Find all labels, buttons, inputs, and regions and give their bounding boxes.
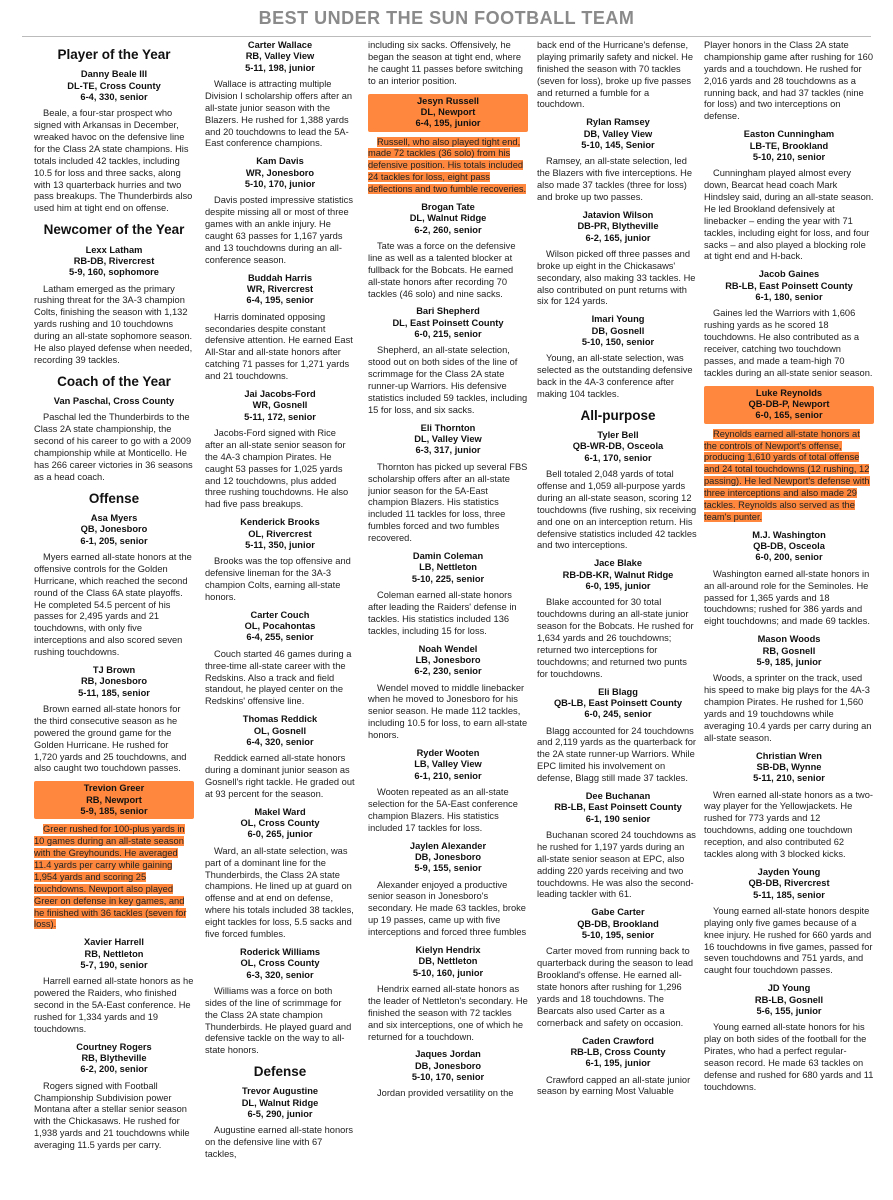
player-entry — [704, 634, 874, 744]
player-name: Christian Wren — [756, 750, 822, 761]
player-bio: Bell totaled 2,048 yards of total offense and 1,059 all-purpose yards during an all-state season, scoring 12 touchdowns (five rushing, six receiving and one on an interception return. His defensive statistics included 42 tackles and two interceptions. — [537, 469, 697, 551]
player-position: OL, Pocahontas — [244, 621, 316, 632]
player-name: Trevor Augustine — [241, 1086, 319, 1097]
player-stats: 5-10, 145, Senior — [581, 140, 655, 150]
player-bio — [368, 137, 528, 196]
player-bio: Rogers signed with Football Championship Subdivision power Montana after a stellar senior season with the Chickasaws. He rushed for 1,938 yards and 21 touchdowns while averaging 11.5 yards per carry. — [34, 1080, 190, 1151]
player-bio: Reddick earned all-state honors during a dominant junior season as Gosnell's right tackle. He graded out at 93 percent for the season. — [205, 753, 355, 799]
player-name: Jace Blake — [593, 558, 643, 569]
player-entry — [205, 714, 355, 801]
player-entry — [537, 117, 699, 204]
player-name: Jatavion Wilson — [582, 209, 654, 220]
player-entry — [704, 983, 874, 1093]
player-bio: Paschal led the Thunderbirds to the Class 2A state championship, the second of his career to go with a 2009 championship while at Monticello. He has 266 career victories in 36 seasons as a head coach. — [34, 412, 193, 482]
player-stats: 6-4, 195, senior — [246, 295, 314, 306]
player-entry — [704, 530, 874, 628]
player-entry — [34, 396, 194, 484]
player-bio: Harrell earned all-state honors as he powered the Raiders, who finished second in the 5A-East conference. He rushed for 1,334 yards and 19 touchdowns. — [34, 976, 194, 1034]
player-stats: 5-11, 185, senior — [753, 889, 825, 900]
player-position: LB-TE, Brookland — [749, 140, 829, 151]
player-name: Makel Ward — [254, 806, 306, 817]
player-name: Jai Jacobs-Ford — [244, 388, 316, 399]
player-entry — [537, 687, 699, 785]
player-stats: 5-9, 185, senior — [80, 805, 148, 816]
player-position: QB, Jonesboro — [80, 524, 148, 535]
player-name: Van Paschal, Cross County — [53, 396, 175, 407]
player-position: LB, Valley View — [414, 759, 482, 770]
player-bio: Wendel moved to middle linebacker when he moved to Jonesboro for his senior season. He made 112 tackles, including 10.5 for loss, to earn all-state honors. — [368, 682, 528, 741]
player-entry — [704, 129, 874, 263]
player-bio: Wallace is attracting multiple Division I scholarship offers after an all-state junior season with the Blazers. He rushed for 1,388 yards and 20 touchdowns to lead the 5A-East conference champions. — [205, 78, 353, 149]
player-bio: Blake accounted for 30 total touchdowns during an all-state junior season for the Bobcats. He rushed for 1,634 yards and 26 touchdowns; returned two interceptions for touchdowns; and returned two punts for touchdowns. — [537, 597, 694, 679]
player-entry — [34, 937, 194, 1035]
player-entry — [205, 389, 355, 511]
player-entry — [205, 610, 355, 708]
player-bio: Jacobs-Ford signed with Rice after an all-state senior season for the 4A-3 champion Pirates. He caught 53 passes for 1,025 yards and 12 touchdowns, plus added three rushing touchdowns. He also had five pass breakups. — [205, 427, 349, 510]
section-heading: All-purpose — [580, 407, 656, 423]
player-stats: 5-11, 172, senior — [244, 411, 316, 422]
player-bio: Gaines led the Warriors with 1,606 rushing yards as he scored 18 touchdowns. He also contributed as a receiver, catching two touchdown passes, and made a team-high 70 tackles during an all-state senior season. — [704, 308, 873, 378]
player-position: OL, Cross County — [240, 958, 320, 969]
player-position: DB, Valley View — [583, 128, 653, 139]
player-stats: 6-3, 320, senior — [246, 969, 314, 980]
player-position: RB, Gosnell — [762, 645, 816, 656]
player-position: RB, Valley View — [245, 51, 315, 62]
player-bio: Davis posted impressive statistics despite missing all or most of three games with an ankle injury. He caught 63 passes for 1,167 yards and 13 touchdowns during an all-conference season. — [205, 195, 353, 265]
player-stats: 6-2, 260, senior — [414, 224, 482, 235]
player-position: DB, Nettleton — [418, 956, 478, 967]
player-stats: 5-11, 198, junior — [245, 62, 315, 73]
page-title: BEST UNDER THE SUN FOOTBALL TEAM — [258, 8, 635, 28]
player-bio: Buchanan scored 24 touchdowns as he rushed for 1,197 yards during an all-state senior season at EPC, also adding 220 yards receiving and two touchdowns. He was also the second-leading tackler with 61. — [537, 830, 696, 900]
player-bio: Brown earned all-state honors for the third consecutive season as he powered the ground game for the Golden Hurricane. He rushed for 1,720 yards and 25 touchdowns, and also caught two touchdown passes. — [34, 703, 187, 774]
player-entry — [205, 807, 355, 941]
player-name: Eli Thornton — [420, 422, 476, 433]
player-entry — [537, 430, 699, 552]
player-name: Jacob Gaines — [758, 269, 820, 280]
player-stats: 5-11, 185, senior — [78, 687, 150, 698]
player-bio: Young earned all-state honors despite playing only five games because of a knee injury. He rushed for 660 yards and 16 touchdowns in five games, passed for seven touchdowns and 751 yards, and caught four touchdown passes. — [704, 905, 873, 976]
highlighted-bio: Russell, who also played tight end, made 72 tackles (36 solo) from his defensive position. His totals included 24 tackles for loss, eight pass deflections and two fumble recoveries. — [368, 136, 527, 195]
player-stats: 6-1, 210, senior — [414, 770, 482, 781]
player-entry — [537, 40, 699, 111]
player-stats: 5-9, 155, senior — [414, 863, 482, 874]
player-position: WR, Gosnell — [252, 400, 308, 411]
column-5 — [704, 40, 874, 1195]
player-entry — [368, 945, 528, 1043]
player-stats: 6-4, 330, senior — [80, 91, 148, 102]
player-position: RB, Jonesboro — [80, 676, 148, 687]
player-name: Luke Reynolds — [755, 387, 823, 398]
player-name: Jayden Young — [757, 866, 821, 877]
player-stats: 5-6, 155, junior — [756, 1005, 822, 1016]
player-position: RB-LB, East Poinsett County — [554, 802, 682, 813]
player-bio: Harris dominated opposing secondaries despite constant defensive attention. He earned East All-Star and all-state honors after catching 71 passes for 1,271 yards and 21 touchdowns. — [205, 311, 353, 382]
player-entry — [368, 841, 528, 939]
section-heading: Offense — [88, 490, 140, 506]
player-bio: Ramsey, an all-state selection, led the Blazers with five interceptions. He also made 37 tackles (three for loss) and broke up two passes. — [537, 156, 693, 202]
player-bio: Latham emerged as the primary rushing threat for the 3A-3 champion Colts, finishing the season with 1,132 yards rushing and 10 touchdowns during an all-state sophomore season. He also played defense when needed, recording 39 tackles. — [34, 283, 193, 365]
player-name: Kam Davis — [256, 156, 304, 167]
player-position: DB, Jonesboro — [414, 851, 482, 862]
player-name: Trevion Greer — [83, 783, 145, 794]
player-entry — [368, 644, 528, 742]
highlighted-bio: Greer rushed for 100-plus yards in 10 games during an all-state season with the Greyhounds. He averaged 11.4 yards per carry while gaining 1,954 yards and scoring 25 touchdowns. Newport also played Greer on defense in key games, and he finished with 36 tackles (seven for loss). — [34, 824, 187, 930]
player-stats: 6-1, 170, senior — [584, 452, 652, 463]
column-3 — [368, 40, 528, 1195]
player-name: Easton Cunningham — [743, 129, 835, 140]
column-2 — [205, 40, 355, 1195]
player-bio: Carter moved from running back to quarterback during the season to lead Brookland's offense. He earned all-state honors after rushing for 1,296 yards and 18 touchdowns. The Bearcats also used Carter as a cornerback and safety on occasion. — [537, 946, 694, 1028]
player-stats: 6-2, 200, senior — [80, 1064, 148, 1075]
player-stats: 5-10, 225, senior — [411, 573, 485, 584]
player-stats: 6-0, 195, junior — [585, 581, 651, 592]
player-stats: 6-0, 265, junior — [247, 829, 313, 840]
player-entry — [537, 210, 699, 308]
player-stats: 6-0, 200, senior — [755, 552, 823, 563]
player-stats: 6-0, 215, senior — [414, 329, 482, 340]
player-position: OL, Cross County — [240, 818, 320, 829]
player-entry — [368, 551, 528, 638]
column-1 — [34, 40, 194, 1195]
player-entry — [537, 907, 699, 1029]
player-name: Jaylen Alexander — [409, 840, 487, 851]
player-bio: Cunningham played almost every down, Bearcat head coach Mark Hindsley said, during an all-state season. He led Brookland defensively at linebacker – ending the year with 71 tackles, including eight for loss, and four sacks – and also played a blocking role at tight end and H-back. — [704, 168, 874, 262]
player-name: Carter Wallace — [247, 40, 313, 50]
player-bio: Blagg accounted for 24 touchdowns and 2,119 yards as the quarterback for the 2A state runner-up Warriors. While EPC limited his involvement on defense, Blagg still made 37 tackles. — [537, 725, 697, 784]
player-entry — [34, 665, 194, 775]
player-stats: 5-11, 210, senior — [753, 773, 825, 784]
player-stats: 5-7, 190, senior — [80, 959, 148, 970]
player-stats: 6-2, 230, senior — [414, 666, 482, 677]
player-name: Bari Shepherd — [416, 306, 480, 317]
player-bio: Williams was a force on both sides of the line of scrimmage for the Class 2A state champion Thunderbirds. He played guard and defensive tackle on the way to all-state honors. — [205, 985, 352, 1056]
player-bio: Beale, a four-star prospect who signed with Arkansas in December, wreaked havoc on the defensive line for the Class 2A state champions. His totals included 42 tackles, including 10.5 for loss and three sacks, along with 13 quarterback hurries and two pass breakups. The Thunderbirds also used him at tight end on offense. — [34, 108, 193, 214]
player-entry — [205, 156, 355, 266]
player-stats: 5-10, 170, senior — [411, 1072, 485, 1083]
player-name: Tyler Bell — [597, 430, 639, 441]
player-bio: Wilson picked off three passes and broke up eight in the Chickasaws' secondary, also making 33 tackles. He also contributed on punt returns with six for 124 yards. — [537, 248, 696, 307]
player-name: Noah Wendel — [418, 643, 478, 654]
player-bio — [34, 824, 194, 931]
player-position: OL, Rivercrest — [248, 528, 312, 539]
player-name: Buddah Harris — [247, 272, 313, 283]
player-position: RB-DB, Rivercrest — [73, 255, 155, 266]
player-name: Gabe Carter — [591, 907, 645, 918]
player-entry — [368, 306, 528, 416]
player-name: Jesyn Russell — [416, 95, 479, 106]
player-position: RB, Nettleton — [84, 948, 144, 959]
player-bio: Wooten repeated as an all-state selection for the 5A-East conference champion Blazers. His statistics included 17 tackles for loss. — [368, 786, 518, 833]
player-entry — [205, 947, 355, 1057]
section-heading: Coach of the Year — [57, 373, 171, 389]
player-stats: 6-4, 320, senior — [246, 736, 314, 747]
player-position: LB, Jonesboro — [415, 654, 481, 665]
player-name: Caden Crawford — [582, 1035, 654, 1046]
player-bio: Young, an all-state selection, was selected as the outstanding defensive back in the 4A-3 conference after making 104 tackles. — [537, 353, 693, 399]
player-bio: Woods, a sprinter on the track, used his speed to make big plays for the 4A-3 champion Pirates. He rushed for 1,560 yards and 19 touchdowns while averaging 10.4 yards per carry during an all-state season. — [704, 673, 872, 743]
player-entry — [368, 423, 528, 545]
player-entry — [205, 517, 355, 604]
player-entry — [704, 751, 874, 861]
player-bio: Jordan provided versatility on the — [377, 1088, 514, 1099]
player-stats: 5-10, 150, senior — [581, 336, 655, 347]
player-stats: 6-0, 165, senior — [755, 410, 823, 421]
player-position: LB, Nettleton — [419, 562, 477, 573]
player-entry — [368, 748, 528, 835]
player-bio — [704, 429, 874, 524]
player-bio: Washington earned all-state honors in an all-around role for the Seminoles. He passed for 1,365 yards and 18 touchdowns; rushed for 386 yards and eight touchdowns; and made 69 tackles. — [704, 568, 870, 627]
player-name: Jaques Jordan — [415, 1049, 481, 1060]
title-rule — [22, 36, 871, 37]
player-bio: Brooks was the top offensive and defensive lineman for the 3A-3 champion Colts, earning all-state honors. — [205, 556, 351, 602]
player-position: DL, East Poinsett County — [392, 317, 504, 328]
player-position: RB-LB, Cross County — [570, 1046, 666, 1057]
player-bio: Crawford capped an all-state junior season by earning Most Valuable — [537, 1074, 691, 1097]
player-name: TJ Brown — [92, 664, 136, 675]
highlighted-bio: Reynolds earned all-state honors at the controls of Newport's offense, producing 1,610 yards of total offense and 24 total touchdowns (12 rushing, 12 passing). He led Newport's defense with three interceptions and also made 29 tackles. Reynolds also served as the team's punter. — [704, 428, 870, 522]
player-position: RB-LB, East Poinsett County — [725, 280, 853, 291]
player-stats: 5-10, 170, junior — [244, 178, 316, 189]
player-position: QB-DB, Osceola — [753, 541, 825, 552]
player-entry — [34, 781, 194, 931]
player-name: Dee Buchanan — [585, 791, 651, 802]
player-entry — [537, 314, 699, 401]
player-entry — [205, 1086, 355, 1161]
player-stats: 5-9, 160, sophomore — [69, 267, 159, 278]
player-entry — [205, 40, 355, 150]
player-stats: 6-4, 195, junior — [415, 118, 481, 129]
player-name: Kenderick Brooks — [240, 517, 320, 528]
player-stats: 5-10, 210, senior — [752, 151, 826, 162]
player-position: DL, Valley View — [414, 434, 482, 445]
player-bio: Tate was a force on the defensive line as well as a talented blocker at fullback for the Bobcats. He earned all-state honors after recording 70 tackles (46 solo) and nine sacks. — [368, 240, 516, 299]
player-entry — [368, 94, 528, 196]
player-entry — [537, 1036, 699, 1099]
player-name: Lexx Latham — [85, 244, 143, 255]
player-entry — [704, 40, 874, 123]
player-position: DL, Newport — [420, 106, 476, 117]
player-name: Courtney Rogers — [76, 1041, 152, 1052]
player-stats: 5-10, 160, junior — [412, 967, 484, 978]
player-stats: 6-1, 195, junior — [585, 1058, 651, 1069]
player-bio: Myers earned all-state honors at the offensive controls for the Golden Hurricane, which reached the second round of the Class 6A state playoffs. He completed 54.5 percent of his passes for 2,495 yards and 21 touchdowns, with only five interceptions and also scored seven rushing touchdowns. — [34, 551, 192, 658]
section-heading: Player of the Year — [57, 47, 171, 62]
player-entry — [704, 269, 874, 379]
player-name: JD Young — [767, 983, 811, 994]
player-stats: 6-3, 317, junior — [415, 445, 481, 456]
player-name: Xavier Harrell — [84, 937, 144, 948]
player-name: Carter Couch — [250, 609, 310, 620]
player-stats: 6-2, 165, junior — [585, 232, 651, 243]
player-name: Brogan Tate — [421, 202, 475, 212]
player-name: Eli Blagg — [598, 686, 638, 697]
player-bio: Coleman earned all-state honors after leading the Raiders' defense in tackles. His statistics included 136 tackles, including 15 for loss. — [368, 589, 517, 636]
player-position: DB, Jonesboro — [414, 1060, 482, 1071]
player-entry — [368, 1049, 528, 1100]
player-position: OL, Gosnell — [253, 725, 307, 736]
player-stats: 6-1, 190 senior — [585, 813, 651, 824]
player-name: Kielyn Hendrix — [415, 944, 481, 955]
player-bio: Couch started 46 games during a three-time all-state career with the Redskins. Also a track and field standout, he played center on the Redskins' offensive line. — [205, 648, 352, 707]
player-name: Imari Young — [591, 314, 645, 325]
player-stats: 6-0, 245, senior — [584, 709, 652, 720]
player-entry — [368, 40, 528, 88]
player-position: DB, Gosnell — [591, 325, 645, 336]
player-entry — [205, 273, 355, 383]
player-bio: Thornton has picked up several FBS scholarship offers after an all-state junior season for the 5A-East champion Blazers. His statistics included 11 tackles for loss, three fumbles forced and two fumbles recovered. — [368, 461, 528, 544]
player-stats: 5-9, 185, junior — [756, 656, 822, 667]
player-name: Asa Myers — [90, 512, 138, 523]
player-position: WR, Rivercrest — [246, 283, 314, 294]
section-heading: Defense — [253, 1064, 307, 1080]
player-stats: 5-10, 195, senior — [581, 930, 655, 940]
player-bio: Player honors in the Class 2A state championship game after rushing for 160 yards and a touchdown. He rushed for 2,016 yards and 28 touchdowns as a running back, and had 37 tackles (nine for loss) and two interceptions on defense. — [704, 40, 873, 122]
player-position: QB-DB, Brookland — [577, 918, 659, 929]
player-entry — [34, 1042, 194, 1152]
player-position: QB-LB, East Poinsett County — [553, 697, 683, 708]
player-bio: Ward, an all-state selection, was part of a dominant line for the Thunderbirds, the Class 2A state champions. He lined up at guard on offense and at end on defense, where his totals included 38 tackles, eight tackles for loss, 5.5 sacks and five forced fumbles. — [205, 845, 354, 939]
player-name: M.J. Washington — [752, 529, 826, 540]
player-bio: Young earned all-state honors for his play on both sides of the football for the Pirates, who had a perfect regular-season record. He made 63 tackles on defense and rushed for 680 yards and 11 touchdowns. — [704, 1022, 874, 1092]
section-heading: Newcomer of the Year — [43, 222, 185, 238]
player-stats: 5-11, 350, junior — [245, 539, 315, 550]
player-position: WR, Jonesboro — [245, 167, 315, 178]
player-stats: 6-5, 290, junior — [247, 1109, 313, 1120]
player-bio: Wren earned all-state honors as a two-way player for the Yellowjackets. He rushed for 773 yards and 12 touchdowns, adding one touchdown reception, and also contributed 62 tackles along with 3 blocked kicks. — [704, 789, 874, 859]
player-position: QB-DB-P, Newport — [748, 399, 830, 409]
player-name: Thomas Reddick — [242, 714, 318, 725]
player-entry — [537, 791, 699, 901]
player-entry — [368, 202, 528, 300]
player-name: Damin Coleman — [412, 550, 484, 561]
player-position: DB-PR, Blytheville — [577, 221, 659, 232]
player-bio: Hendrix earned all-state honors as the leader of Nettleton's secondary. He finished the season with 72 tackles and six interceptions, one of which he returned for a touchdown. — [368, 983, 528, 1042]
player-stats: 6-1, 180, senior — [755, 292, 823, 302]
player-position: RB, Newport — [86, 794, 142, 805]
player-position: QB-WR-DB, Osceola — [572, 441, 664, 452]
player-position: RB-DB-KR, Walnut Ridge — [562, 569, 674, 580]
player-bio: Alexander enjoyed a productive senior season in Jonesboro's secondary. He made 63 tackles, broke up 19 passes, came up with five interceptions and forced three fumbles — [368, 879, 527, 938]
player-position: RB-LB, Gosnell — [754, 994, 824, 1005]
player-entry — [704, 867, 874, 977]
player-position: RB, Blytheville — [81, 1053, 147, 1064]
player-position: QB-DB, Rivercrest — [748, 878, 830, 889]
player-bio: including six sacks. Offensively, he began the season at tight end, where he caught 11 passes before switching to an interior position. — [368, 40, 523, 86]
player-entry — [34, 69, 194, 215]
player-bio: Shepherd, an all-state selection, stood out on both sides of the line of scrimmage for the Class 2A state runner-up Warriors. His defensive statistics included 59 tackles, including 15 for loss, and six sacks. — [368, 345, 528, 415]
player-position: DL, Walnut Ridge — [241, 1097, 319, 1108]
player-position: DL-TE, Cross County — [67, 80, 161, 91]
player-entry — [704, 386, 874, 524]
player-stats: 6-4, 255, senior — [246, 632, 314, 643]
player-name: Ryder Wooten — [416, 747, 480, 758]
player-position: DL, Walnut Ridge — [409, 213, 487, 224]
player-name: Danny Beale III — [80, 69, 148, 80]
player-bio: Augustine earned all-state honors on the defensive line with 67 tackles, — [205, 1125, 354, 1160]
player-name: Mason Woods — [757, 634, 821, 645]
column-4 — [537, 40, 699, 1195]
player-name: Rylan Ramsey — [586, 117, 650, 128]
player-entry — [34, 513, 194, 659]
player-stats: 6-1, 205, senior — [80, 535, 148, 546]
player-name: Roderick Williams — [240, 946, 320, 957]
player-entry — [537, 558, 699, 680]
player-position: SB-DB, Wynne — [756, 761, 822, 772]
player-entry — [34, 245, 194, 367]
player-bio: back end of the Hurricane's defense, playing primarily safety and nickel. He finished the season with 70 tackles (seven for loss), broke up five passes and returned a fumble for a touchdown. — [537, 40, 694, 110]
